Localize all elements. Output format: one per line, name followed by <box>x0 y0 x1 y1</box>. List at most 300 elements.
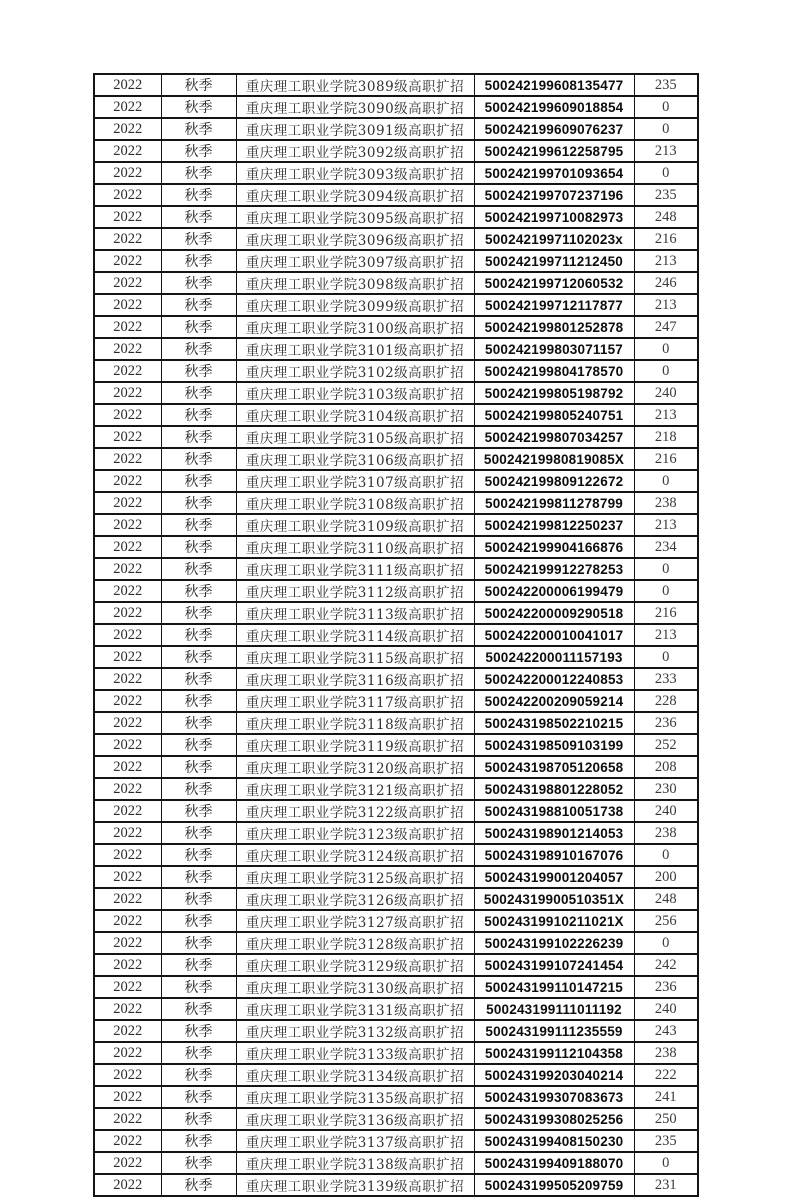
score-cell: 247 <box>634 316 698 338</box>
school-cell: 重庆理工职业学院3111级高职扩招 <box>236 558 474 580</box>
year-cell: 2022 <box>94 866 161 888</box>
year-cell: 2022 <box>94 1020 161 1042</box>
score-cell: 0 <box>634 932 698 954</box>
season-cell: 秋季 <box>161 866 236 888</box>
season-cell: 秋季 <box>161 514 236 536</box>
school-cell: 重庆理工职业学院3102级高职扩招 <box>236 360 474 382</box>
id-number-cell: 500243199107241454 <box>474 954 634 976</box>
season-cell: 秋季 <box>161 1086 236 1108</box>
score-cell: 213 <box>634 514 698 536</box>
table-row <box>94 954 698 976</box>
year-cell: 2022 <box>94 1152 161 1174</box>
year-cell: 2022 <box>94 162 161 184</box>
school-cell: 重庆理工职业学院3096级高职扩招 <box>236 228 474 250</box>
school-cell: 重庆理工职业学院3119级高职扩招 <box>236 734 474 756</box>
school-cell: 重庆理工职业学院3129级高职扩招 <box>236 954 474 976</box>
id-number-cell: 500242199809122672 <box>474 470 634 492</box>
season-cell: 秋季 <box>161 602 236 624</box>
school-cell: 重庆理工职业学院3090级高职扩招 <box>236 96 474 118</box>
year-cell: 2022 <box>94 1130 161 1152</box>
season-cell: 秋季 <box>161 800 236 822</box>
season-cell: 秋季 <box>161 228 236 250</box>
score-cell: 238 <box>634 822 698 844</box>
score-cell: 235 <box>634 74 698 96</box>
score-cell: 238 <box>634 492 698 514</box>
school-cell: 重庆理工职业学院3124级高职扩招 <box>236 844 474 866</box>
score-cell: 240 <box>634 800 698 822</box>
school-cell: 重庆理工职业学院3107级高职扩招 <box>236 470 474 492</box>
score-cell: 231 <box>634 1174 698 1196</box>
season-cell: 秋季 <box>161 96 236 118</box>
season-cell: 秋季 <box>161 1130 236 1152</box>
table-row <box>94 624 698 646</box>
season-cell: 秋季 <box>161 668 236 690</box>
year-cell: 2022 <box>94 822 161 844</box>
id-number-cell: 500243198910167076 <box>474 844 634 866</box>
score-cell: 222 <box>634 1064 698 1086</box>
score-cell: 213 <box>634 294 698 316</box>
year-cell: 2022 <box>94 712 161 734</box>
score-cell: 218 <box>634 426 698 448</box>
score-cell: 216 <box>634 228 698 250</box>
score-cell: 0 <box>634 580 698 602</box>
school-cell: 重庆理工职业学院3098级高职扩招 <box>236 272 474 294</box>
score-cell: 0 <box>634 470 698 492</box>
table-row <box>94 228 698 250</box>
school-cell: 重庆理工职业学院3101级高职扩招 <box>236 338 474 360</box>
id-number-cell: 500242199904166876 <box>474 536 634 558</box>
score-cell: 234 <box>634 536 698 558</box>
table-row <box>94 404 698 426</box>
score-cell: 0 <box>634 360 698 382</box>
score-cell: 246 <box>634 272 698 294</box>
score-cell: 235 <box>634 1130 698 1152</box>
season-cell: 秋季 <box>161 250 236 272</box>
id-number-cell: 500242199803071157 <box>474 338 634 360</box>
id-number-cell: 500243199308025256 <box>474 1108 634 1130</box>
year-cell: 2022 <box>94 272 161 294</box>
school-cell: 重庆理工职业学院3092级高职扩招 <box>236 140 474 162</box>
school-cell: 重庆理工职业学院3099级高职扩招 <box>236 294 474 316</box>
season-cell: 秋季 <box>161 206 236 228</box>
score-cell: 216 <box>634 602 698 624</box>
school-cell: 重庆理工职业学院3114级高职扩招 <box>236 624 474 646</box>
year-cell: 2022 <box>94 624 161 646</box>
season-cell: 秋季 <box>161 140 236 162</box>
id-number-cell: 500243198509103199 <box>474 734 634 756</box>
school-cell: 重庆理工职业学院3091级高职扩招 <box>236 118 474 140</box>
score-cell: 248 <box>634 888 698 910</box>
id-number-cell: 500242199701093654 <box>474 162 634 184</box>
score-cell: 208 <box>634 756 698 778</box>
year-cell: 2022 <box>94 470 161 492</box>
school-cell: 重庆理工职业学院3116级高职扩招 <box>236 668 474 690</box>
season-cell: 秋季 <box>161 580 236 602</box>
school-cell: 重庆理工职业学院3131级高职扩招 <box>236 998 474 1020</box>
table-row <box>94 778 698 800</box>
id-number-cell: 500243198901214053 <box>474 822 634 844</box>
school-cell: 重庆理工职业学院3134级高职扩招 <box>236 1064 474 1086</box>
score-cell: 213 <box>634 140 698 162</box>
id-number-cell: 500242199804178570 <box>474 360 634 382</box>
score-cell: 252 <box>634 734 698 756</box>
id-number-cell: 500242199612258795 <box>474 140 634 162</box>
table-row <box>94 316 698 338</box>
id-number-cell: 500243199112104358 <box>474 1042 634 1064</box>
score-cell: 235 <box>634 184 698 206</box>
season-cell: 秋季 <box>161 712 236 734</box>
season-cell: 秋季 <box>161 888 236 910</box>
id-number-cell: 500243199111235559 <box>474 1020 634 1042</box>
score-cell: 230 <box>634 778 698 800</box>
season-cell: 秋季 <box>161 976 236 998</box>
id-number-cell: 500242199712060532 <box>474 272 634 294</box>
season-cell: 秋季 <box>161 954 236 976</box>
school-cell: 重庆理工职业学院3104级高职扩招 <box>236 404 474 426</box>
id-number-cell: 500243199110147215 <box>474 976 634 998</box>
year-cell: 2022 <box>94 602 161 624</box>
school-cell: 重庆理工职业学院3138级高职扩招 <box>236 1152 474 1174</box>
table-row <box>94 1108 698 1130</box>
year-cell: 2022 <box>94 118 161 140</box>
year-cell: 2022 <box>94 800 161 822</box>
season-cell: 秋季 <box>161 184 236 206</box>
score-cell: 0 <box>634 844 698 866</box>
score-cell: 200 <box>634 866 698 888</box>
id-number-cell: 50024219980819085X <box>474 448 634 470</box>
year-cell: 2022 <box>94 360 161 382</box>
id-number-cell: 500242200009290518 <box>474 602 634 624</box>
table-row <box>94 910 698 932</box>
school-cell: 重庆理工职业学院3132级高职扩招 <box>236 1020 474 1042</box>
season-cell: 秋季 <box>161 1174 236 1196</box>
school-cell: 重庆理工职业学院3125级高职扩招 <box>236 866 474 888</box>
table-row <box>94 976 698 998</box>
year-cell: 2022 <box>94 668 161 690</box>
season-cell: 秋季 <box>161 360 236 382</box>
table-row <box>94 272 698 294</box>
table-row <box>94 844 698 866</box>
season-cell: 秋季 <box>161 1108 236 1130</box>
id-number-cell: 500243199001204057 <box>474 866 634 888</box>
id-number-cell: 500243199203040214 <box>474 1064 634 1086</box>
school-cell: 重庆理工职业学院3136级高职扩招 <box>236 1108 474 1130</box>
id-number-cell: 500243199111011192 <box>474 998 634 1020</box>
season-cell: 秋季 <box>161 624 236 646</box>
year-cell: 2022 <box>94 404 161 426</box>
school-cell: 重庆理工职业学院3100级高职扩招 <box>236 316 474 338</box>
id-number-cell: 500242199801252878 <box>474 316 634 338</box>
school-cell: 重庆理工职业学院3137级高职扩招 <box>236 1130 474 1152</box>
year-cell: 2022 <box>94 756 161 778</box>
id-number-cell: 50024219971102023x <box>474 228 634 250</box>
season-cell: 秋季 <box>161 162 236 184</box>
school-cell: 重庆理工职业学院3112级高职扩招 <box>236 580 474 602</box>
year-cell: 2022 <box>94 96 161 118</box>
school-cell: 重庆理工职业学院3103级高职扩招 <box>236 382 474 404</box>
id-number-cell: 500242199811278799 <box>474 492 634 514</box>
id-number-cell: 500242199805240751 <box>474 404 634 426</box>
table-row <box>94 294 698 316</box>
year-cell: 2022 <box>94 74 161 96</box>
id-number-cell: 500242199812250237 <box>474 514 634 536</box>
season-cell: 秋季 <box>161 778 236 800</box>
school-cell: 重庆理工职业学院3115级高职扩招 <box>236 646 474 668</box>
id-number-cell: 500242199711212450 <box>474 250 634 272</box>
school-cell: 重庆理工职业学院3108级高职扩招 <box>236 492 474 514</box>
year-cell: 2022 <box>94 932 161 954</box>
season-cell: 秋季 <box>161 272 236 294</box>
id-number-cell: 500243198810051738 <box>474 800 634 822</box>
table-row <box>94 734 698 756</box>
season-cell: 秋季 <box>161 382 236 404</box>
table-row <box>94 558 698 580</box>
year-cell: 2022 <box>94 976 161 998</box>
year-cell: 2022 <box>94 426 161 448</box>
school-cell: 重庆理工职业学院3097级高职扩招 <box>236 250 474 272</box>
table-row <box>94 514 698 536</box>
records-table-body <box>94 74 698 1196</box>
table-row <box>94 162 698 184</box>
table-row <box>94 602 698 624</box>
table-row <box>94 426 698 448</box>
year-cell: 2022 <box>94 690 161 712</box>
season-cell: 秋季 <box>161 1152 236 1174</box>
year-cell: 2022 <box>94 536 161 558</box>
table-row <box>94 118 698 140</box>
score-cell: 0 <box>634 338 698 360</box>
table-row <box>94 1064 698 1086</box>
id-number-cell: 500242199609018854 <box>474 96 634 118</box>
school-cell: 重庆理工职业学院3120级高职扩招 <box>236 756 474 778</box>
id-number-cell: 50024319900510351X <box>474 888 634 910</box>
school-cell: 重庆理工职业学院3135级高职扩招 <box>236 1086 474 1108</box>
id-number-cell: 500243198705120658 <box>474 756 634 778</box>
table-row <box>94 74 698 96</box>
year-cell: 2022 <box>94 140 161 162</box>
school-cell: 重庆理工职业学院3113级高职扩招 <box>236 602 474 624</box>
table-row <box>94 712 698 734</box>
table-row <box>94 448 698 470</box>
school-cell: 重庆理工职业学院3127级高职扩招 <box>236 910 474 932</box>
table-row <box>94 470 698 492</box>
table-row <box>94 184 698 206</box>
season-cell: 秋季 <box>161 932 236 954</box>
table-row <box>94 492 698 514</box>
year-cell: 2022 <box>94 646 161 668</box>
id-number-cell: 500242199912278253 <box>474 558 634 580</box>
school-cell: 重庆理工职业学院3130级高职扩招 <box>236 976 474 998</box>
score-cell: 240 <box>634 382 698 404</box>
table-row <box>94 536 698 558</box>
table-row <box>94 96 698 118</box>
id-number-cell: 500242199712117877 <box>474 294 634 316</box>
table-row <box>94 580 698 602</box>
score-cell: 248 <box>634 206 698 228</box>
id-number-cell: 500243199102226239 <box>474 932 634 954</box>
id-number-cell: 50024319910211021X <box>474 910 634 932</box>
year-cell: 2022 <box>94 228 161 250</box>
year-cell: 2022 <box>94 316 161 338</box>
season-cell: 秋季 <box>161 646 236 668</box>
season-cell: 秋季 <box>161 426 236 448</box>
school-cell: 重庆理工职业学院3089级高职扩招 <box>236 74 474 96</box>
season-cell: 秋季 <box>161 470 236 492</box>
score-cell: 233 <box>634 668 698 690</box>
school-cell: 重庆理工职业学院3093级高职扩招 <box>236 162 474 184</box>
year-cell: 2022 <box>94 778 161 800</box>
id-number-cell: 500242199707237196 <box>474 184 634 206</box>
table-row <box>94 690 698 712</box>
school-cell: 重庆理工职业学院3133级高职扩招 <box>236 1042 474 1064</box>
season-cell: 秋季 <box>161 1064 236 1086</box>
score-cell: 256 <box>634 910 698 932</box>
score-cell: 213 <box>634 624 698 646</box>
id-number-cell: 500242200010041017 <box>474 624 634 646</box>
table-row <box>94 338 698 360</box>
score-cell: 242 <box>634 954 698 976</box>
year-cell: 2022 <box>94 888 161 910</box>
year-cell: 2022 <box>94 514 161 536</box>
score-cell: 0 <box>634 646 698 668</box>
table-row <box>94 1152 698 1174</box>
score-cell: 243 <box>634 1020 698 1042</box>
school-cell: 重庆理工职业学院3094级高职扩招 <box>236 184 474 206</box>
table-row <box>94 206 698 228</box>
school-cell: 重庆理工职业学院3109级高职扩招 <box>236 514 474 536</box>
year-cell: 2022 <box>94 1042 161 1064</box>
score-cell: 0 <box>634 96 698 118</box>
score-cell: 0 <box>634 558 698 580</box>
id-number-cell: 500242200011157193 <box>474 646 634 668</box>
season-cell: 秋季 <box>161 118 236 140</box>
table-row <box>94 888 698 910</box>
table-row <box>94 1174 698 1196</box>
season-cell: 秋季 <box>161 998 236 1020</box>
id-number-cell: 500243199409188070 <box>474 1152 634 1174</box>
season-cell: 秋季 <box>161 910 236 932</box>
year-cell: 2022 <box>94 910 161 932</box>
year-cell: 2022 <box>94 558 161 580</box>
id-number-cell: 500243198502210215 <box>474 712 634 734</box>
table-row <box>94 932 698 954</box>
id-number-cell: 500242200209059214 <box>474 690 634 712</box>
school-cell: 重庆理工职业学院3105级高职扩招 <box>236 426 474 448</box>
season-cell: 秋季 <box>161 1020 236 1042</box>
score-cell: 216 <box>634 448 698 470</box>
season-cell: 秋季 <box>161 404 236 426</box>
year-cell: 2022 <box>94 448 161 470</box>
season-cell: 秋季 <box>161 734 236 756</box>
id-number-cell: 500243198801228052 <box>474 778 634 800</box>
season-cell: 秋季 <box>161 492 236 514</box>
table-row <box>94 1020 698 1042</box>
season-cell: 秋季 <box>161 316 236 338</box>
records-table <box>93 73 699 1197</box>
school-cell: 重庆理工职业学院3095级高职扩招 <box>236 206 474 228</box>
school-cell: 重庆理工职业学院3123级高职扩招 <box>236 822 474 844</box>
score-cell: 0 <box>634 118 698 140</box>
year-cell: 2022 <box>94 844 161 866</box>
id-number-cell: 500243199505209759 <box>474 1174 634 1196</box>
score-cell: 241 <box>634 1086 698 1108</box>
id-number-cell: 500243199408150230 <box>474 1130 634 1152</box>
year-cell: 2022 <box>94 1086 161 1108</box>
school-cell: 重庆理工职业学院3121级高职扩招 <box>236 778 474 800</box>
table-row <box>94 668 698 690</box>
school-cell: 重庆理工职业学院3139级高职扩招 <box>236 1174 474 1196</box>
table-row <box>94 1130 698 1152</box>
score-cell: 213 <box>634 250 698 272</box>
table-row <box>94 1042 698 1064</box>
season-cell: 秋季 <box>161 536 236 558</box>
year-cell: 2022 <box>94 1108 161 1130</box>
id-number-cell: 500243199307083673 <box>474 1086 634 1108</box>
table-row <box>94 1086 698 1108</box>
id-number-cell: 500242199805198792 <box>474 382 634 404</box>
school-cell: 重庆理工职业学院3106级高职扩招 <box>236 448 474 470</box>
score-cell: 250 <box>634 1108 698 1130</box>
year-cell: 2022 <box>94 184 161 206</box>
table-row <box>94 250 698 272</box>
table-row <box>94 646 698 668</box>
year-cell: 2022 <box>94 734 161 756</box>
table-row <box>94 360 698 382</box>
year-cell: 2022 <box>94 338 161 360</box>
table-row <box>94 822 698 844</box>
year-cell: 2022 <box>94 250 161 272</box>
id-number-cell: 500242199609076237 <box>474 118 634 140</box>
id-number-cell: 500242199608135477 <box>474 74 634 96</box>
score-cell: 228 <box>634 690 698 712</box>
year-cell: 2022 <box>94 954 161 976</box>
score-cell: 240 <box>634 998 698 1020</box>
score-cell: 238 <box>634 1042 698 1064</box>
season-cell: 秋季 <box>161 1042 236 1064</box>
score-cell: 0 <box>634 162 698 184</box>
season-cell: 秋季 <box>161 338 236 360</box>
table-row <box>94 866 698 888</box>
school-cell: 重庆理工职业学院3126级高职扩招 <box>236 888 474 910</box>
school-cell: 重庆理工职业学院3128级高职扩招 <box>236 932 474 954</box>
year-cell: 2022 <box>94 998 161 1020</box>
season-cell: 秋季 <box>161 294 236 316</box>
score-cell: 236 <box>634 976 698 998</box>
season-cell: 秋季 <box>161 756 236 778</box>
season-cell: 秋季 <box>161 558 236 580</box>
year-cell: 2022 <box>94 1064 161 1086</box>
season-cell: 秋季 <box>161 74 236 96</box>
year-cell: 2022 <box>94 206 161 228</box>
score-cell: 236 <box>634 712 698 734</box>
table-row <box>94 382 698 404</box>
table-row <box>94 800 698 822</box>
season-cell: 秋季 <box>161 844 236 866</box>
year-cell: 2022 <box>94 294 161 316</box>
id-number-cell: 500242199807034257 <box>474 426 634 448</box>
season-cell: 秋季 <box>161 690 236 712</box>
id-number-cell: 500242200012240853 <box>474 668 634 690</box>
table-row <box>94 140 698 162</box>
year-cell: 2022 <box>94 580 161 602</box>
season-cell: 秋季 <box>161 822 236 844</box>
season-cell: 秋季 <box>161 448 236 470</box>
table-row <box>94 998 698 1020</box>
school-cell: 重庆理工职业学院3122级高职扩招 <box>236 800 474 822</box>
table-row <box>94 756 698 778</box>
score-cell: 213 <box>634 404 698 426</box>
school-cell: 重庆理工职业学院3117级高职扩招 <box>236 690 474 712</box>
